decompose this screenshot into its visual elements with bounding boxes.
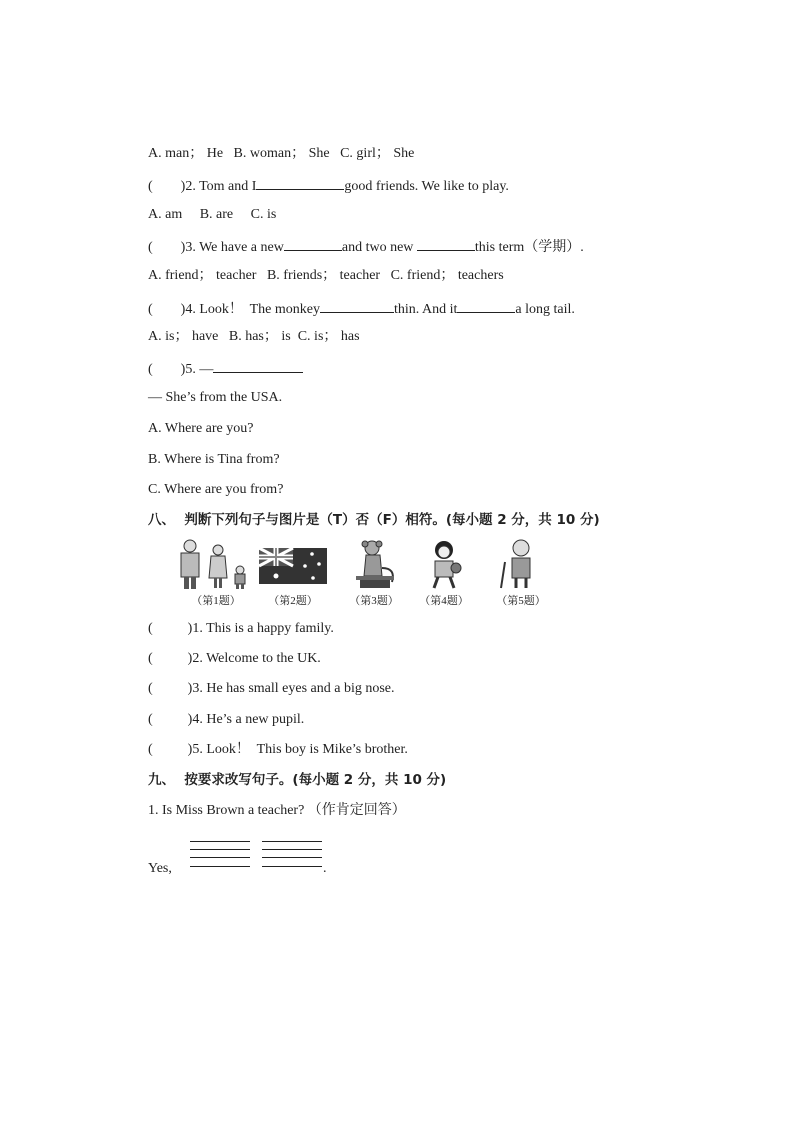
answer-paren[interactable]: ( ) [148,712,193,727]
caption-4: （第4题） [419,595,469,607]
q1-options: A. man； He B. woman； She C. girl； She [148,146,415,161]
judge-item-1: ( )1. This is a happy family. [148,621,334,636]
q5-option-b: B. Where is Tina from? [148,452,280,467]
q4-options: A. is； have B. has； is C. is； has [148,329,360,344]
pupil-picture [404,538,484,590]
q3-options: A. friend； teacher B. friends； teacher C. friend； teachers [148,268,504,283]
judge-item-3: ( )3. He has small eyes and a big nose. [148,681,395,696]
caption-1: （第1题） [191,595,241,607]
judge-item-2: ( )2. Welcome to the UK. [148,651,321,666]
rewrite-question-1: 1. Is Miss Brown a teacher? （作肯定回答） [148,803,406,818]
family-picture [176,538,256,590]
question-3: ( )3. We have a new and two new this term（学期）. [148,236,584,257]
blank[interactable] [213,358,303,373]
q5-option-a: A. Where are you? [148,421,254,436]
caption-5: （第5题） [496,595,546,607]
q5-option-c: C. Where are you from? [148,482,284,497]
blank[interactable] [284,236,342,251]
q5-answer: — She’s from the USA. [148,390,283,405]
answer-paren[interactable]: ( ) [148,651,193,666]
section-9-title: 九、 按要求改写句子。(每小题 2 分，共 10 分) [148,772,447,788]
answer-paren[interactable]: ( ) [148,362,186,377]
section-8-title: 八、 判断下列句子与图片是（T）否（F）相符。(每小题 2 分，共 10 分) [148,512,600,528]
old-man-picture [483,538,563,590]
blank[interactable] [457,298,515,313]
answer-paren[interactable]: ( ) [148,302,186,317]
answer-paren[interactable]: ( ) [148,179,186,194]
judge-item-5: ( )5. Look！ This boy is Mike’s brother. [148,742,408,757]
blank[interactable] [417,236,475,251]
q2-options: A. am B. are C. is [148,207,277,222]
answer-paren[interactable]: ( ) [148,681,193,696]
caption-3: （第3题） [349,595,399,607]
answer-paren[interactable]: ( ) [148,742,193,757]
question-4: ( )4. Look！ The monkey thin. And it a long tail. [148,298,575,319]
question-2: ( )2. Tom and I good friends. We like to play. [148,175,509,196]
judge-item-4: ( )4. He’s a new pupil. [148,712,305,727]
answer-paren[interactable]: ( ) [148,240,186,255]
answer-paren[interactable]: ( ) [148,621,193,636]
blank[interactable] [320,298,394,313]
australia-flag-picture [257,538,337,590]
answer-period: . [323,861,327,876]
blank[interactable] [256,175,344,190]
yes-prefix: Yes, [148,861,172,876]
question-5: ( )5. — [148,358,303,379]
caption-2: （第2题） [268,595,318,607]
